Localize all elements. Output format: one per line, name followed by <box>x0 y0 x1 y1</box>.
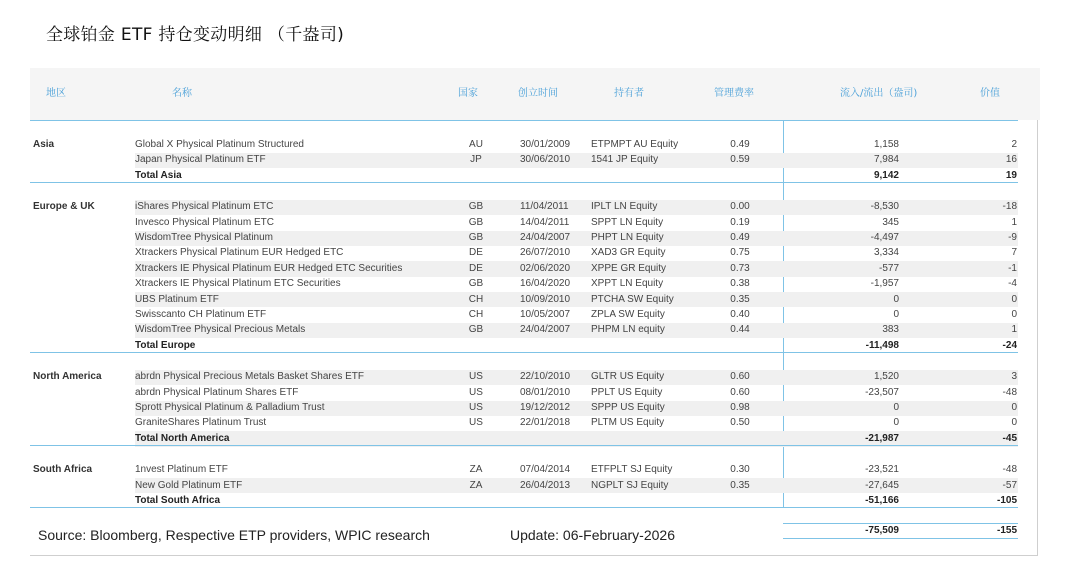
table-country-cell: US <box>469 371 483 383</box>
table-country-cell: US <box>469 402 483 413</box>
table-flow-cell: 383 <box>882 324 899 336</box>
table-date-cell: 30/06/2010 <box>520 154 571 166</box>
table-flow-cell: 7,984 <box>873 154 899 166</box>
header-fee: 管理费率 <box>714 88 754 99</box>
table-value-cell: 7 <box>1011 247 1017 259</box>
source-note: Source: Bloomberg, Respective ETP providers, WPIC research <box>38 527 430 543</box>
table-holder-cell: PTCHA SW Equity <box>591 293 674 305</box>
table-date-cell: 26/07/2010 <box>520 247 571 259</box>
total-value-cell: -24 <box>1002 339 1017 351</box>
table-name-cell: UBS Platinum ETF <box>135 293 219 305</box>
table-name-cell: Xtrackers IE Physical Platinum ETC Securities <box>135 278 341 290</box>
table-region-cell: North America <box>33 371 102 383</box>
table-flow-cell: 0 <box>893 309 899 320</box>
table-value-cell: 1 <box>1011 216 1017 228</box>
header-region: 地区 <box>46 88 66 99</box>
table-flow-cell: 1,520 <box>873 371 899 383</box>
table-country-cell: GB <box>468 324 484 336</box>
table-name-cell: GraniteShares Platinum Trust <box>135 417 267 429</box>
table-holder-cell: XAD3 GR Equity <box>591 247 666 259</box>
row-band <box>135 292 1018 307</box>
table-flow-cell: 0 <box>893 417 899 429</box>
total-name-cell: Total Europe <box>135 339 196 351</box>
table-fee-cell: 0.35 <box>730 293 750 305</box>
table-fee-cell: 0.19 <box>730 216 750 228</box>
table-name-cell: Sprott Physical Platinum & Palladium Trust <box>135 402 325 413</box>
table-fee-cell: 0.50 <box>730 417 750 429</box>
group-rule <box>30 182 783 183</box>
table-value-cell: 0 <box>1011 293 1017 305</box>
table-country-cell: US <box>469 386 483 398</box>
table-name-cell: Xtrackers Physical Platinum EUR Hedged ETC <box>135 247 344 259</box>
table-flow-cell: -23,507 <box>865 386 899 398</box>
table-fee-cell: 0.59 <box>730 154 750 166</box>
table-flow-cell: 0 <box>893 293 899 305</box>
table-country-cell: ZA <box>469 479 483 491</box>
table-holder-cell: ETPMPT AU Equity <box>591 139 679 150</box>
table-value-cell: 0 <box>1011 309 1017 320</box>
total-name-cell: Total North America <box>135 432 230 444</box>
table-value-cell: -18 <box>1002 201 1017 213</box>
table-holder-cell: XPPE GR Equity <box>591 262 667 274</box>
header-rule-right <box>783 120 1018 121</box>
table-date-cell: 10/09/2010 <box>520 293 571 305</box>
table-name-cell: 1nvest Platinum ETF <box>135 464 228 476</box>
table-value-cell: 0 <box>1011 417 1017 429</box>
total-flow-cell: -21,987 <box>865 432 899 444</box>
table-country-cell: DE <box>469 262 483 274</box>
group-rule-right <box>783 507 1018 508</box>
total-value-cell: -105 <box>996 495 1017 506</box>
table-name-cell: Invesco Physical Platinum ETC <box>135 216 274 228</box>
table-country-cell: ZA <box>469 464 483 476</box>
table-holder-cell: XPPT LN Equity <box>591 278 664 290</box>
table-holder-cell: NGPLT SJ Equity <box>591 479 669 491</box>
grand-total-value: -155 <box>996 525 1017 536</box>
table-fee-cell: 0.75 <box>730 247 750 259</box>
table-holder-cell: ETFPLT SJ Equity <box>591 464 673 476</box>
table-flow-cell: -577 <box>878 262 899 274</box>
table-date-cell: 22/10/2010 <box>520 371 571 383</box>
table-country-cell: US <box>469 417 483 429</box>
table-value-cell: 16 <box>1005 154 1017 166</box>
table-value-cell: -9 <box>1008 232 1017 243</box>
table-country-cell: CH <box>468 309 484 320</box>
table-date-cell: 19/12/2012 <box>520 402 571 413</box>
table-fee-cell: 0.49 <box>730 139 750 150</box>
column-divider <box>783 121 784 507</box>
table-name-cell: Japan Physical Platinum ETF <box>135 154 266 166</box>
group-rule <box>30 352 783 353</box>
table-flow-cell: 3,334 <box>873 247 899 259</box>
table-value-cell: -57 <box>1002 479 1017 491</box>
table-fee-cell: 0.60 <box>730 386 750 398</box>
table-flow-cell: -23,521 <box>865 464 899 476</box>
table-flow-cell: -4,497 <box>870 232 899 243</box>
group-rule-right <box>783 445 1018 446</box>
table-name-cell: WisdomTree Physical Platinum <box>135 232 274 243</box>
table-name-cell: Xtrackers IE Physical Platinum EUR Hedged ETC Securities <box>135 262 403 274</box>
table-flow-cell: 0 <box>893 402 899 413</box>
table-fee-cell: 0.44 <box>730 324 750 336</box>
total-name-cell: Total South Africa <box>135 495 220 506</box>
header-name: 名称 <box>172 88 192 99</box>
table-fee-cell: 0.00 <box>730 201 750 213</box>
table-fee-cell: 0.98 <box>730 402 750 413</box>
group-rule <box>30 507 783 508</box>
table-name-cell: New Gold Platinum ETF <box>135 479 243 491</box>
table-date-cell: 10/05/2007 <box>520 309 571 320</box>
table-value-cell: 3 <box>1011 371 1017 383</box>
table-date-cell: 02/06/2020 <box>520 262 571 274</box>
table-fee-cell: 0.38 <box>730 278 750 290</box>
group-rule <box>30 445 783 446</box>
table-date-cell: 16/04/2020 <box>520 278 571 290</box>
table-value-cell: -48 <box>1002 464 1017 476</box>
table-name-cell: WisdomTree Physical Precious Metals <box>135 324 306 336</box>
table-flow-cell: 1,158 <box>873 139 899 150</box>
table-date-cell: 11/04/2011 <box>520 201 569 213</box>
table-value-cell: -1 <box>1008 262 1017 274</box>
table-fee-cell: 0.35 <box>730 479 750 491</box>
header-flow: 流入/流出（盎司) <box>840 88 918 99</box>
table-fee-cell: 0.73 <box>730 262 750 274</box>
table-date-cell: 14/04/2011 <box>520 216 570 228</box>
table-holder-cell: PPLT US Equity <box>591 386 663 398</box>
table-country-cell: GB <box>468 278 484 290</box>
total-value-cell: 19 <box>1005 169 1017 181</box>
table-date-cell: 30/01/2009 <box>520 139 571 150</box>
table-country-cell: CH <box>468 293 484 305</box>
table-holder-cell: SPPT LN Equity <box>591 216 664 228</box>
table-date-cell: 26/04/2013 <box>520 479 571 491</box>
table-country-cell: DE <box>469 247 483 259</box>
table-name-cell: abrdn Physical Precious Metals Basket Shares ETF <box>135 371 364 383</box>
table-value-cell: -4 <box>1008 278 1017 290</box>
table-fee-cell: 0.40 <box>730 309 750 320</box>
total-flow-cell: 9,142 <box>873 169 899 181</box>
table-holder-cell: PLTM US Equity <box>591 417 665 429</box>
update-date: Update: 06-February-2026 <box>510 527 675 543</box>
table-value-cell: 0 <box>1011 402 1017 413</box>
table-value-cell: 2 <box>1011 139 1017 150</box>
header-country: 国家 <box>458 88 478 99</box>
group-rule-right <box>783 352 1018 353</box>
table-flow-cell: 345 <box>882 216 899 228</box>
page-title: 全球铂金 ETF 持仓变动明细 （千盎司) <box>46 25 345 45</box>
grand-total-top-rule <box>783 523 1018 524</box>
group-rule-right <box>783 182 1018 183</box>
header-date: 创立时间 <box>518 88 558 99</box>
table-name-cell: iShares Physical Platinum ETC <box>135 201 274 213</box>
table-name-cell: Swisscanto CH Platinum ETF <box>135 309 267 320</box>
total-flow-cell: -11,498 <box>865 339 899 351</box>
table-name-cell: Global X Physical Platinum Structured <box>135 139 304 150</box>
table-fee-cell: 0.60 <box>730 371 750 383</box>
table-name-cell: abrdn Physical Platinum Shares ETF <box>135 386 299 398</box>
table-value-cell: 1 <box>1011 324 1017 336</box>
header-value: 价值 <box>980 88 1000 99</box>
table-holder-cell: ZPLA SW Equity <box>591 309 665 320</box>
table-country-cell: GB <box>468 201 484 213</box>
total-name-cell: Total Asia <box>135 169 182 181</box>
total-value-cell: -45 <box>1002 432 1017 444</box>
table-country-cell: JP <box>470 154 482 166</box>
grand-total-bottom-rule <box>783 538 1018 539</box>
table-holder-cell: GLTR US Equity <box>591 371 665 383</box>
table-flow-cell: -27,645 <box>865 479 899 491</box>
table-region-cell: Asia <box>33 139 55 150</box>
table-region-cell: South Africa <box>33 464 93 476</box>
table-holder-cell: 1541 JP Equity <box>591 154 659 166</box>
table-date-cell: 07/04/2014 <box>520 464 571 476</box>
table-holder-cell: SPPP US Equity <box>591 402 665 413</box>
table-country-cell: GB <box>468 232 484 243</box>
table-fee-cell: 0.49 <box>730 232 750 243</box>
header-rule <box>30 120 783 121</box>
table-country-cell: GB <box>468 216 484 228</box>
table-date-cell: 22/01/2018 <box>520 417 571 429</box>
frame-right-edge <box>1037 120 1038 555</box>
total-flow-cell: -51,166 <box>865 495 899 506</box>
table-value-cell: -48 <box>1002 386 1017 398</box>
header-holder: 持有者 <box>614 88 644 99</box>
table-date-cell: 24/04/2007 <box>520 232 571 243</box>
table-date-cell: 24/04/2007 <box>520 324 571 336</box>
table-date-cell: 08/01/2010 <box>520 386 571 398</box>
table-holder-cell: IPLT LN Equity <box>591 201 658 213</box>
table-region-cell: Europe & UK <box>33 201 95 213</box>
table-fee-cell: 0.30 <box>730 464 750 476</box>
table-holder-cell: PHPT LN Equity <box>591 232 664 243</box>
grand-total-flow: -75,509 <box>865 525 899 536</box>
table-flow-cell: -8,530 <box>870 201 899 213</box>
frame-bottom-edge <box>30 555 1038 556</box>
table-country-cell: AU <box>469 139 483 150</box>
table-flow-cell: -1,957 <box>870 278 899 290</box>
table-holder-cell: PHPM LN equity <box>591 324 665 336</box>
